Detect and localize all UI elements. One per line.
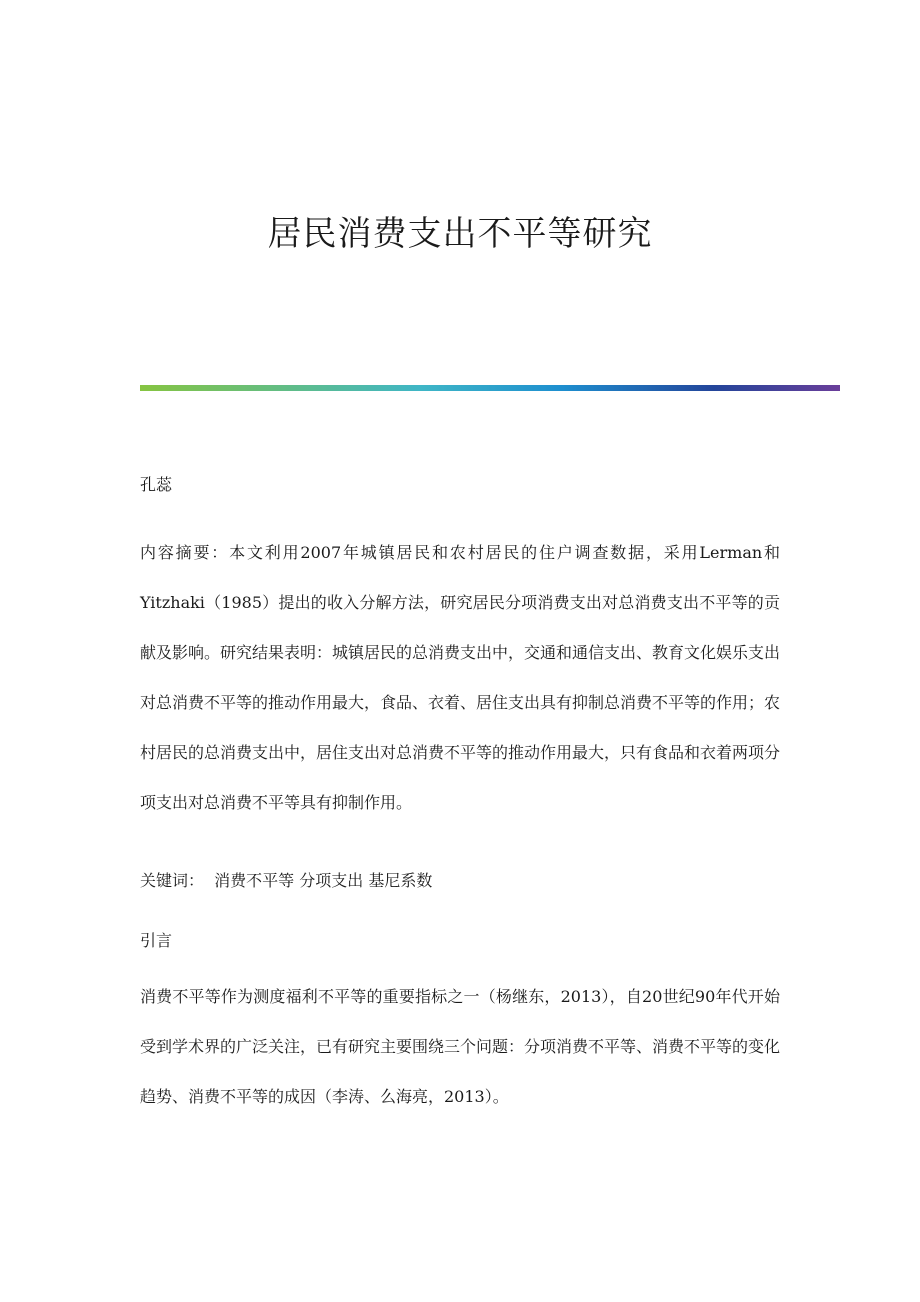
title-divider (140, 385, 840, 391)
author-name: 孔蕊 (140, 475, 173, 494)
intro-paragraph: 消费不平等作为测度福利不平等的重要指标之一（杨继东，2013），自20世纪90年代开始受到学术界的广泛关注，已有研究主要围绕三个问题：分项消费不平等、消费不平等的变化趋势、消费不平等的成因（李涛、么海亮，2013）。 (140, 987, 781, 1106)
abstract-paragraph: 内容摘要：本文利用2007年城镇居民和农村居民的住户调查数据，采用Lerman和Yitzhaki（1985）提出的收入分解方法，研究居民分项消费支出对总消费支出不平等的贡献及影响。研究结果表明：城镇居民的总消费支出中，交通和通信支出、教育文化娱乐支出对总消费不平等的推动作用最大，食品、衣着、居住支出具有抑制总消费不平等的作用；农村居民的总消费支出中，居住支出对总消费不平等的推动作用最大，只有食品和衣着两项分项支出对总消费不平等具有抑制作用。 (140, 543, 781, 812)
intro-heading: 引言 (140, 931, 173, 950)
keywords-line: 关键词： 消费不平等 分项支出 基尼系数 (140, 871, 433, 890)
document-title: 居民消费支出不平等研究 (267, 214, 653, 254)
